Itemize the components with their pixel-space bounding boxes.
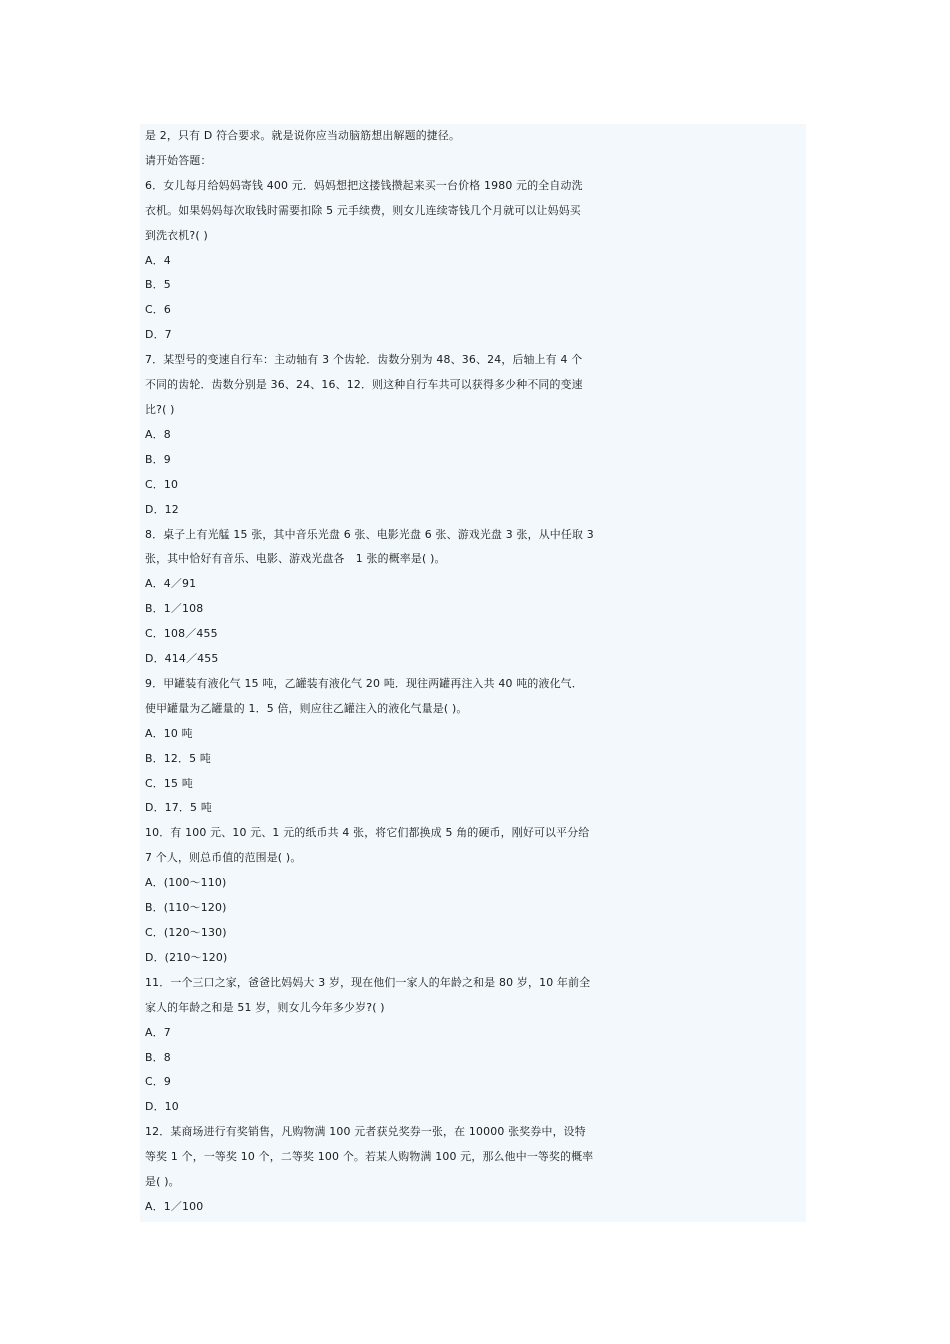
answer-option: A．7 <box>145 1025 171 1039</box>
question-text: 使甲罐量为乙罐量的 1．5 倍，则应往乙罐注入的液化气量是( )。 <box>145 701 468 715</box>
answer-option: D．17．5 吨 <box>145 801 212 815</box>
answer-option: A．8 <box>145 427 171 441</box>
question-text: 6．女儿每月给妈妈寄钱 400 元．妈妈想把这搂钱攒起来买一台价格 1980 元的全自动洗 <box>145 178 583 192</box>
answer-option: D．12 <box>145 502 179 516</box>
question-text: 到洗衣机?( ) <box>145 228 208 242</box>
answer-option: D．10 <box>145 1100 179 1114</box>
question-text: 10．有 100 元、10 元、1 元的纸币共 4 张，将它们都换成 5 角的硬币，刚好可以平分给 <box>145 826 590 840</box>
question-text: 张，其中恰好有音乐、电影、游戏光盘各 1 张的概率是( )。 <box>145 552 446 566</box>
answer-option: C．10 <box>145 477 179 491</box>
answer-option: B．12．5 吨 <box>145 751 211 765</box>
answer-option: A．1／100 <box>145 1199 204 1213</box>
text-line: 是 2，只有 D 符合要求。就是说你应当动脑筋想出解题的捷径。 <box>145 129 461 142</box>
answer-option: C．9 <box>145 1075 172 1089</box>
answer-option: C．15 吨 <box>145 776 193 790</box>
question-text: 8．桌子上有光艋 15 张，其中音乐光盘 6 张、电影光盘 6 张、游戏光盘 3 张，从中任取 3 <box>145 527 594 541</box>
question-text: 12．某商场进行有奖销售，凡购物满 100 元者获兑奖券一张，在 10000 张奖券中，设特 <box>145 1125 586 1139</box>
answer-option: C．108／455 <box>145 627 218 641</box>
question-text: 9．甲罐装有液化气 15 吨，乙罐装有液化气 20 吨．现往两罐再注入共 40 吨的液化气． <box>145 676 583 690</box>
answer-option: B．1／108 <box>145 602 204 616</box>
question-text: 衣机。如果妈妈每次取钱时需要扣除 5 元手续费，则女儿连续寄钱几个月就可以让妈妈买 <box>145 203 581 217</box>
answer-option: B．8 <box>145 1050 171 1064</box>
text-line: 请开始答题： <box>145 153 212 167</box>
answer-option: A．4／91 <box>145 577 197 591</box>
answer-option: C．6 <box>145 303 172 317</box>
question-text: 7．某型号的变速自行车：主动轴有 3 个齿轮．齿数分别为 48、36、24，后轴上有 4 个 <box>145 353 583 367</box>
answer-option: B．(110～120) <box>145 901 227 915</box>
answer-option: B．5 <box>145 278 171 292</box>
answer-option: D．(210～120) <box>145 950 228 964</box>
answer-option: A．(100～110) <box>145 876 227 890</box>
answer-option: D．414／455 <box>145 652 219 666</box>
question-text: 不同的齿轮．齿数分别是 36、24、16、12．则这种自行车共可以获得多少种不同的变速 <box>145 378 583 392</box>
question-text: 比?( ) <box>145 402 175 416</box>
answer-option: A．10 吨 <box>145 726 193 740</box>
question-text: 7 个人，则总币值的范围是( )。 <box>145 851 302 865</box>
answer-option: D．7 <box>145 328 172 342</box>
answer-option: B．9 <box>145 452 171 466</box>
answer-option: C．(120～130) <box>145 926 227 939</box>
question-text: 是( )。 <box>145 1175 180 1189</box>
question-text: 家人的年龄之和是 51 岁，则女儿今年多少岁?( ) <box>145 1000 385 1014</box>
document-text-block <box>140 124 806 1222</box>
question-text: 等奖 1 个，一等奖 10 个，二等奖 100 个。若某人购物满 100 元，那么他中一等奖的概率 <box>145 1150 594 1164</box>
answer-option: A．4 <box>145 253 171 267</box>
question-text: 11．一个三口之家，爸爸比妈妈大 3 岁，现在他们一家人的年龄之和是 80 岁，10 年前全 <box>145 975 591 989</box>
